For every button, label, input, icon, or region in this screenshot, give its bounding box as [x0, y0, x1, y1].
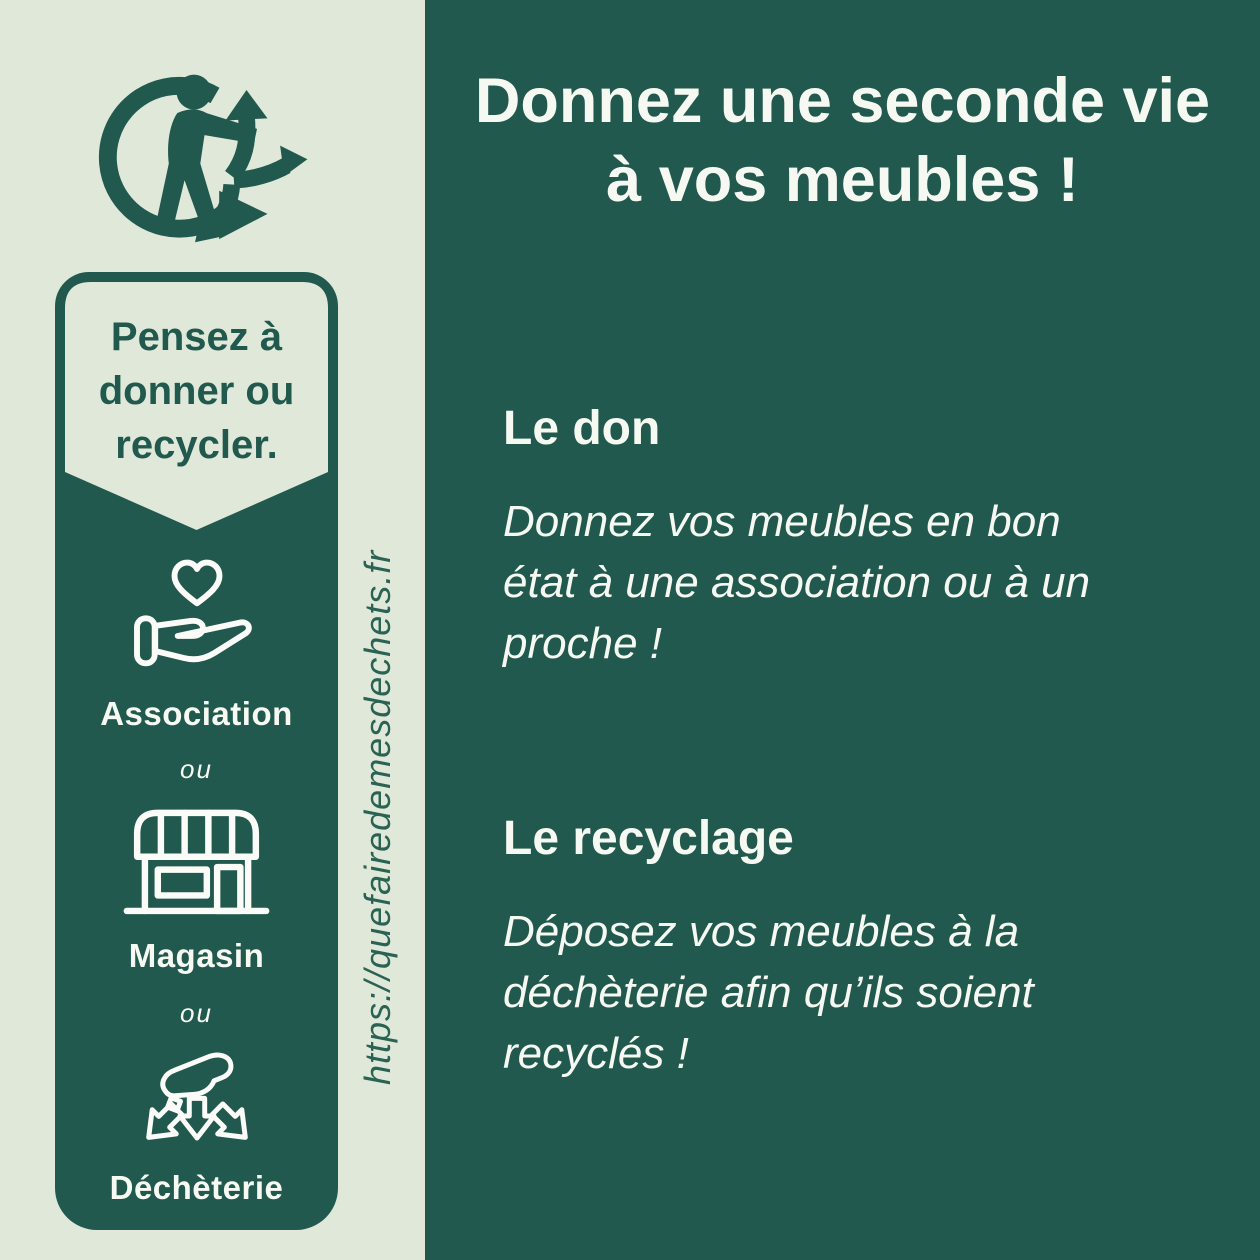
section-body — [503, 901, 1203, 1084]
waste-drop-off-icon — [131, 1040, 263, 1159]
section-le-recyclage — [503, 813, 1203, 1084]
hand-heart-icon — [127, 554, 267, 674]
option-separator: ou — [180, 998, 213, 1028]
website-url: https://quefairedemesdechets.fr — [357, 549, 398, 1085]
section-body-line: Donnez vos meubles en bon — [503, 497, 1061, 546]
section-body-line: Déposez vos meubles à la — [503, 907, 1020, 956]
poster-title-line: Donnez une seconde vie — [474, 66, 1211, 136]
banner-headline-line: donner ou — [98, 369, 295, 413]
store-icon — [119, 800, 274, 929]
section-body-line: état à une association ou à un — [503, 558, 1091, 607]
option-label: Association — [100, 695, 293, 732]
triman-recycling-logo — [97, 48, 312, 258]
section-heading: Le recyclage — [503, 812, 794, 865]
banner-headline — [65, 310, 328, 472]
option-dechetterie — [55, 1040, 338, 1159]
option-magasin — [55, 800, 338, 929]
section-heading: Le don — [503, 402, 661, 455]
section-body-line: recyclés ! — [503, 1029, 689, 1078]
option-association — [55, 554, 338, 674]
section-body-line: proche ! — [503, 619, 662, 668]
section-le-don — [503, 403, 1203, 674]
poster-title-line: à vos meubles ! — [606, 145, 1079, 215]
section-body-line: déchèterie afin qu’ils soient — [503, 968, 1034, 1017]
option-label: Déchèterie — [109, 1169, 284, 1206]
option-label: Magasin — [128, 937, 265, 974]
banner-headline-line: recycler. — [115, 423, 278, 467]
donate-recycle-banner — [55, 272, 338, 1230]
section-body — [503, 491, 1203, 674]
banner-headline-line: Pensez à — [110, 315, 283, 359]
option-separator: ou — [180, 754, 213, 784]
poster-title — [425, 62, 1260, 220]
